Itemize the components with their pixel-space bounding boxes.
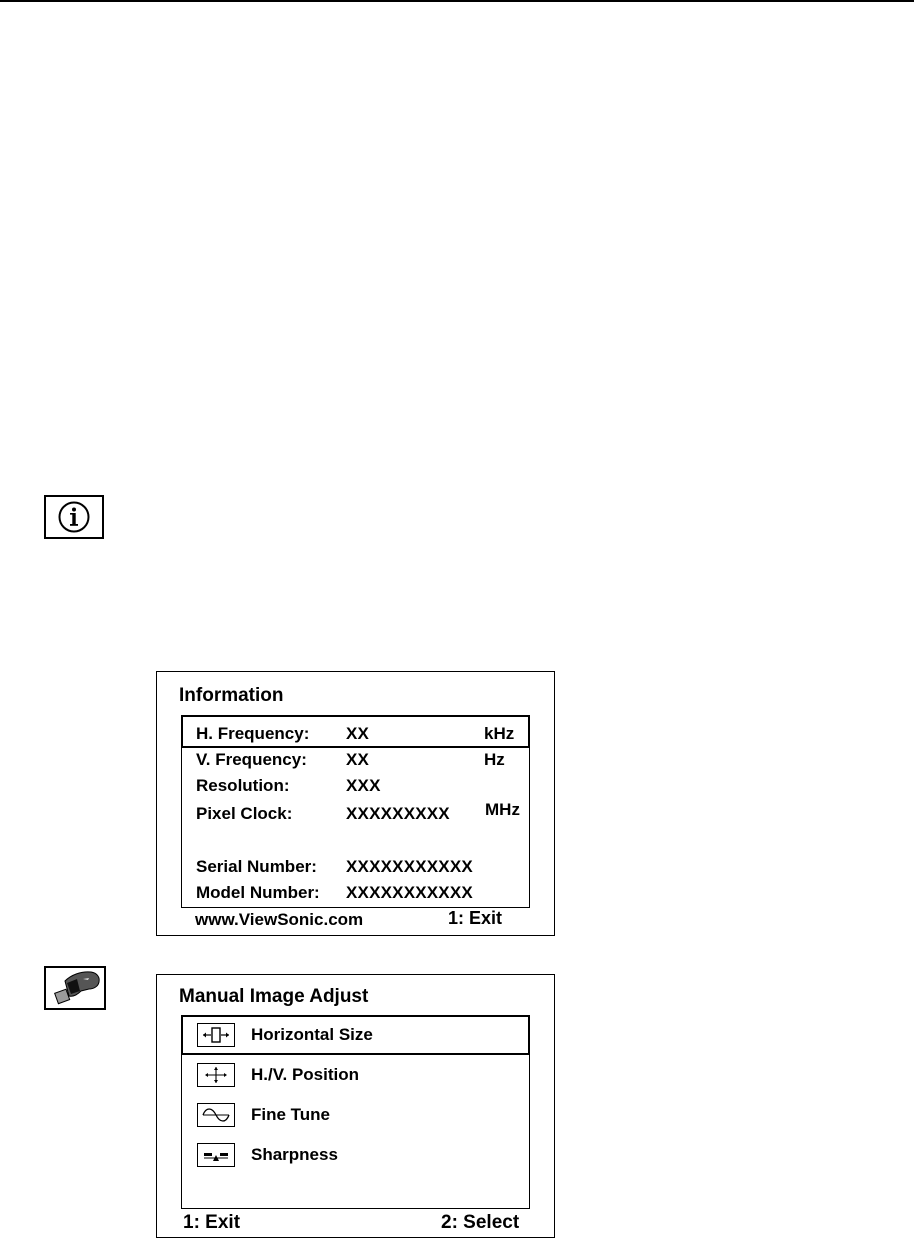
h-frequency-value: XX: [346, 724, 370, 743]
manual-image-adjust-title: Manual Image Adjust: [179, 986, 369, 1007]
horizontal-size-icon: [197, 1023, 235, 1047]
resolution-value: XXX: [346, 776, 381, 795]
pixel-clock-value: XXXXXXXXX: [346, 804, 450, 823]
h-frequency-label: H. Frequency:: [196, 724, 310, 743]
adjust-menu-list: [181, 1015, 530, 1209]
v-frequency-value: XX: [346, 750, 370, 769]
resolution-label: Resolution:: [196, 776, 290, 795]
serial-number-label: Serial Number:: [196, 857, 317, 876]
menu-item-fine-tune[interactable]: Fine Tune: [251, 1105, 331, 1124]
v-frequency-label: V. Frequency:: [196, 750, 307, 769]
pixel-clock-label: Pixel Clock:: [196, 804, 293, 823]
v-frequency-unit: Hz: [484, 750, 505, 769]
menu-item-hv-position[interactable]: H./V. Position: [251, 1065, 360, 1084]
info-icon: [44, 495, 104, 539]
model-number-label: Model Number:: [196, 883, 320, 902]
screwdriver-hand-icon: [44, 966, 106, 1010]
information-title: Information: [179, 685, 284, 706]
select-hint[interactable]: 2: Select: [441, 1212, 520, 1233]
information-list: [181, 715, 530, 908]
h-frequency-unit: kHz: [484, 724, 515, 743]
exit-hint[interactable]: 1: Exit: [448, 908, 503, 928]
serial-number-value: XXXXXXXXXXX: [346, 857, 473, 876]
information-osd-panel: [156, 671, 555, 936]
menu-item-sharpness[interactable]: Sharpness: [251, 1145, 338, 1164]
exit-hint[interactable]: 1: Exit: [183, 1212, 241, 1233]
model-number-value: XXXXXXXXXXX: [346, 883, 473, 902]
manual-image-adjust-osd-panel: [156, 974, 555, 1238]
position-arrows-icon: [197, 1063, 235, 1087]
sine-wave-icon: [197, 1103, 235, 1127]
pixel-clock-unit: MHz: [485, 800, 520, 819]
viewsonic-url: www.ViewSonic.com: [195, 910, 364, 929]
sharpness-icon: [197, 1143, 235, 1167]
menu-item-horizontal-size[interactable]: Horizontal Size: [251, 1025, 373, 1044]
top-rule: [0, 0, 914, 2]
